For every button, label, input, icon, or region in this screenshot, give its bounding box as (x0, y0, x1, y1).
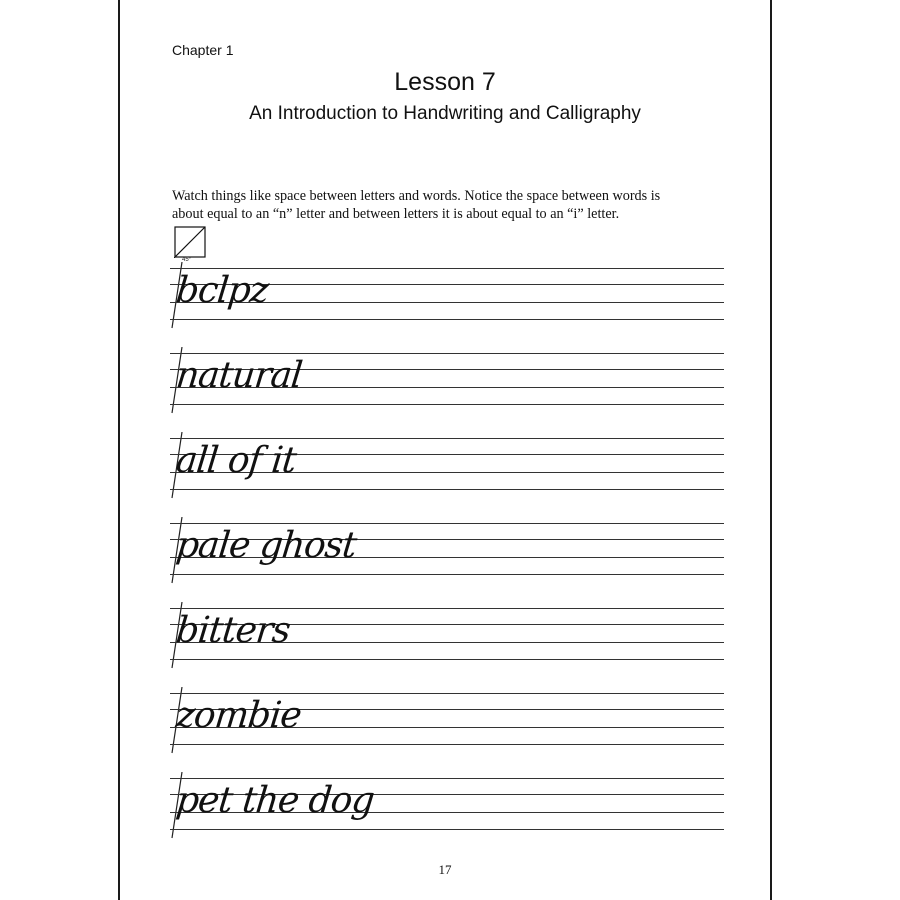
descender-line (170, 489, 724, 490)
ascender-line (170, 693, 724, 694)
ascender-line (170, 353, 724, 354)
practice-word: bclpz (174, 270, 271, 311)
descender-line (170, 659, 724, 660)
practice-row (170, 772, 724, 842)
page-number: 17 (438, 862, 452, 877)
practice-row (170, 687, 724, 757)
pen-angle-label: 45° (182, 257, 192, 263)
instructions-line-1: Watch things like space between letters and words. Notice the space between words is (172, 188, 661, 204)
chapter-label: Chapter 1 (172, 42, 234, 58)
practice-word: bitters (174, 610, 292, 651)
ascender-line (170, 608, 724, 609)
practice-word: natural (174, 355, 304, 396)
instructions-line-2: about equal to an “n” letter and between letters it is about equal to an “i” letter. (172, 206, 620, 222)
practice-word: all of it (174, 440, 298, 481)
ascender-line (170, 438, 724, 439)
ascender-line (170, 268, 724, 269)
instructions-paragraph (172, 187, 732, 223)
pen-angle-diagram (174, 226, 206, 258)
descender-line (170, 404, 724, 405)
lesson-title: Lesson 7 (394, 68, 496, 96)
practice-row (170, 602, 724, 672)
workbook-page (118, 0, 772, 900)
practice-word: zombie (174, 695, 303, 736)
ascender-line (170, 523, 724, 524)
ascender-line (170, 778, 724, 779)
practice-word: pale ghost (174, 525, 358, 566)
practice-row (170, 517, 724, 587)
practice-row (170, 262, 724, 332)
descender-line (170, 744, 724, 745)
descender-line (170, 319, 724, 320)
lesson-subtitle: An Introduction to Handwriting and Calligraphy (249, 103, 641, 124)
descender-line (170, 574, 724, 575)
practice-row (170, 432, 724, 502)
descender-line (170, 829, 724, 830)
practice-row (170, 347, 724, 417)
practice-word: pet the dog (174, 780, 376, 821)
